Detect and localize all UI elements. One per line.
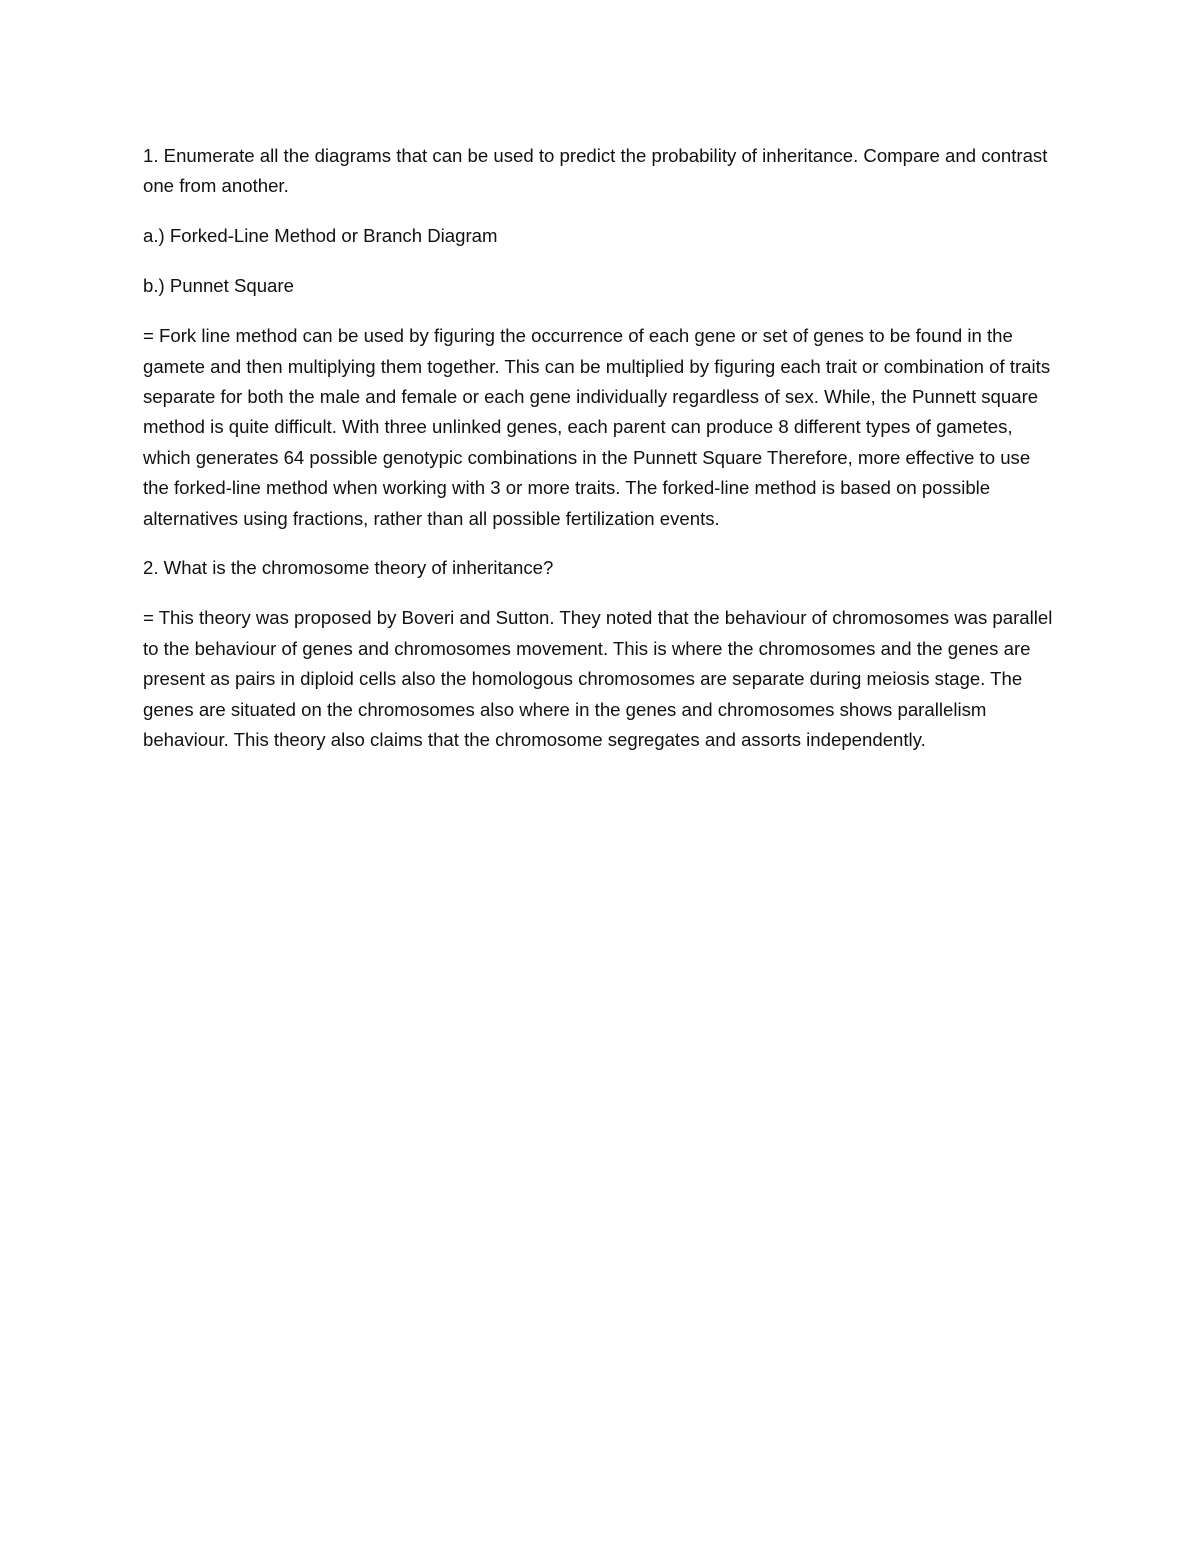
option-a: a.) Forked-Line Method or Branch Diagram bbox=[143, 225, 498, 247]
document-body bbox=[143, 141, 1058, 775]
option-b: b.) Punnet Square bbox=[143, 275, 294, 297]
question-1: 1. Enumerate all the diagrams that can be used to predict the probability of inheritance. Compare and contrast one from another. bbox=[143, 145, 1048, 197]
answer-2: = This theory was proposed by Boveri and Sutton. They noted that the behaviour of chromosomes was parallel to the behaviour of genes and chromosomes movement. This is where the chromosomes and the genes are present as pairs in diploid cells also the homologous chromosomes are separate during meiosis stage. The genes are situated on the chromosomes also where in the genes and chromosomes shows parallelism behaviour. This theory also claims that the chromosome segregates and assorts independently. bbox=[143, 607, 1053, 750]
question-2: 2. What is the chromosome theory of inheritance? bbox=[143, 557, 554, 579]
answer-1: = Fork line method can be used by figuring the occurrence of each gene or set of genes to be found in the gamete and then multiplying them together. This can be multiplied by figuring each trait or combination of traits separate for both the male and female or each gene individually regardless of sex. While, the Punnett square method is quite difficult. With three unlinked genes, each parent can produce 8 different types of gametes, which generates 64 possible genotypic combinations in the Punnett Square Therefore, more effective to use the forked-line method when working with 3 or more traits. The forked-line method is based on possible alternatives using fractions, rather than all possible fertilization events. bbox=[143, 325, 1051, 529]
